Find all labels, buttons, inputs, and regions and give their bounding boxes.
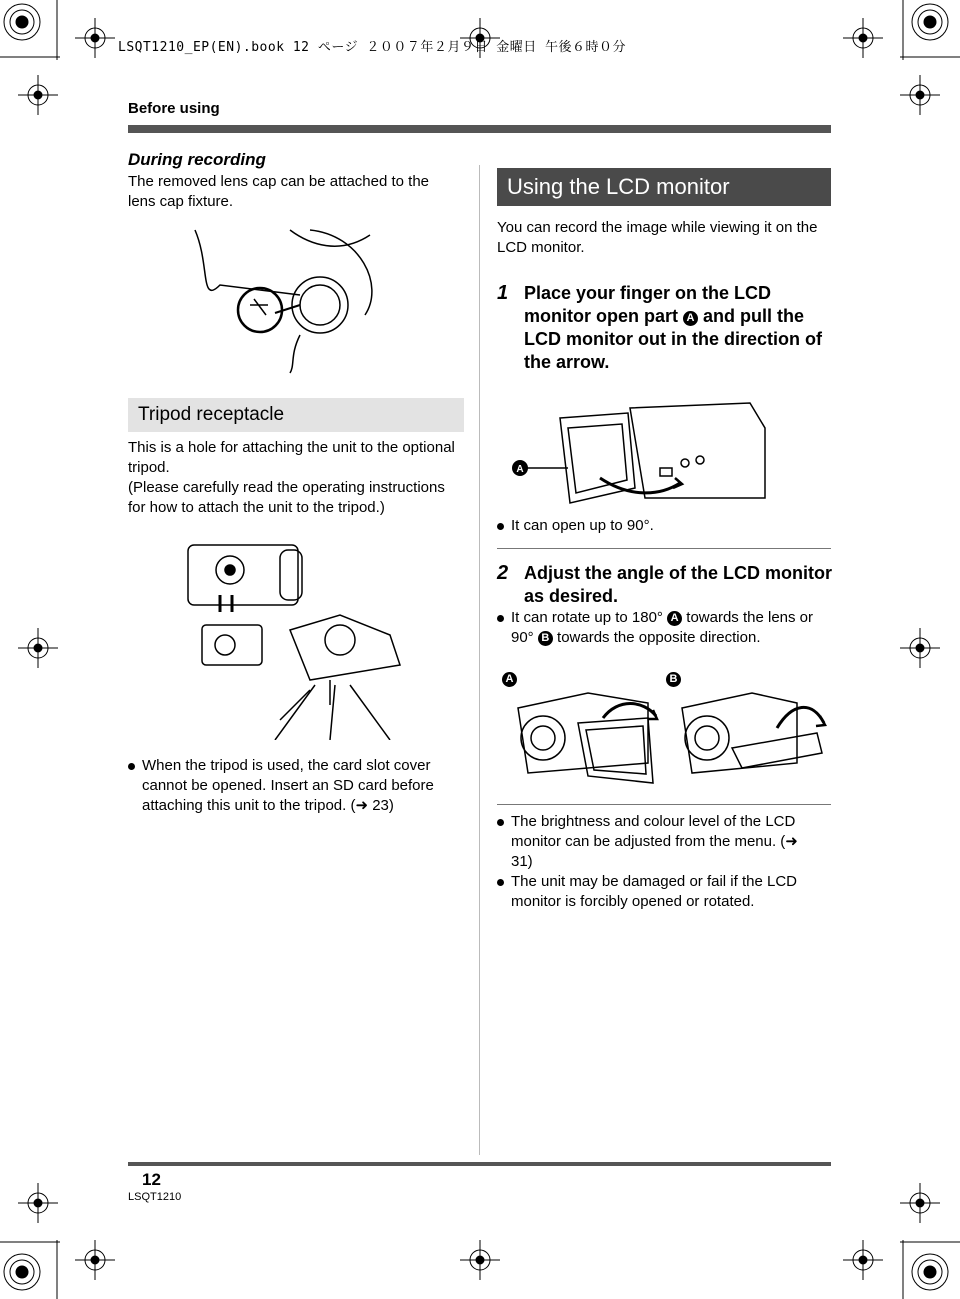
tripod-description	[128, 438, 463, 518]
rotate-note	[497, 608, 832, 648]
tripod-note	[128, 756, 463, 816]
lcd-intro: You can record the image while viewing it on the LCD monitor.	[497, 219, 818, 256]
crosshair-icon	[75, 18, 115, 58]
corner-target-icon	[912, 1254, 948, 1290]
badge-b-icon: B	[666, 672, 681, 687]
during-recording-text: The removed lens cap can be attached to the lens cap fixture.	[128, 173, 430, 210]
page-number: 12	[142, 1170, 161, 1189]
step-2-number: 2	[497, 562, 509, 584]
crosshair-icon	[18, 1183, 58, 1223]
lcd-rotate-a-illustration	[508, 688, 668, 788]
corner-target-icon	[4, 1254, 40, 1290]
rotate-note-a: It can rotate up to 180°	[511, 609, 663, 626]
crosshair-icon	[460, 1240, 500, 1280]
open-note	[497, 516, 832, 536]
bottom-rule	[128, 1162, 831, 1166]
step-2	[497, 562, 832, 608]
tripod-text-2: (Please carefully read the operating instructions for how to attach the unit to the tripod.)	[128, 479, 445, 516]
crosshair-icon	[75, 1240, 115, 1280]
lcd-note-2: The unit may be damaged or fail if the LCD monitor is forcibly opened or rotated.	[497, 872, 817, 912]
rotate-note-bullet	[497, 608, 832, 648]
tripod-illustration	[180, 540, 420, 740]
top-rule	[128, 125, 831, 133]
badge-a-icon: A	[667, 611, 682, 626]
step-divider	[497, 548, 831, 549]
badge-b-icon: B	[538, 631, 553, 646]
tripod-note-bullet: When the tripod is used, the card slot cover cannot be opened. Insert an SD card before attaching this unit to the tripod. (➜ 23)	[128, 756, 463, 816]
step-1-number: 1	[497, 282, 509, 304]
crosshair-icon	[843, 1240, 883, 1280]
lcd-open-illustration	[510, 398, 780, 513]
section-label: Before using	[128, 100, 220, 117]
file-header: LSQT1210_EP(EN).book 12 ページ ２００７年２月９日 金曜日 午後６時０分	[118, 40, 627, 55]
figure-a-label	[502, 670, 517, 688]
step-1-text-b: and pull the LCD monitor out in the direction of the arrow.	[524, 306, 822, 372]
corner-target-icon	[912, 4, 948, 40]
step-1-text-a: Place your finger on the LCD monitor open part	[524, 283, 772, 326]
during-recording-title: During recording	[128, 150, 266, 169]
crosshair-icon	[900, 75, 940, 115]
lcd-notes	[497, 812, 817, 912]
step-2-text: Adjust the angle of the LCD monitor as desired.	[524, 563, 832, 606]
tripod-receptacle-title: Tripod receptacle	[128, 398, 464, 432]
rotate-note-c: towards the opposite direction.	[557, 629, 761, 646]
badge-a-icon: A	[502, 672, 517, 687]
figure-b-label	[666, 670, 681, 688]
step-1	[497, 282, 832, 374]
rotate-note-b: towards the lens or 90°	[511, 609, 814, 646]
lens-cap-illustration	[190, 225, 390, 375]
open-note-bullet: It can open up to 90°.	[497, 516, 832, 536]
notes-divider	[497, 804, 831, 805]
tripod-text-1: This is a hole for attaching the unit to the optional tripod.	[128, 439, 455, 476]
badge-a-icon: A	[683, 311, 698, 326]
lcd-rotate-b-illustration	[672, 688, 832, 788]
corner-target-icon	[4, 4, 40, 40]
crosshair-icon	[843, 18, 883, 58]
figure-label-a: A	[516, 464, 524, 475]
column-divider	[479, 165, 480, 1155]
crosshair-icon	[18, 628, 58, 668]
crosshair-icon	[900, 1183, 940, 1223]
crosshair-icon	[18, 75, 58, 115]
document-code: LSQT1210	[128, 1191, 182, 1203]
crosshair-icon	[900, 628, 940, 668]
lcd-note-1: The brightness and colour level of the LCD monitor can be adjusted from the menu. (➜ 31)	[497, 812, 817, 872]
lcd-monitor-title: Using the LCD monitor	[497, 168, 831, 206]
